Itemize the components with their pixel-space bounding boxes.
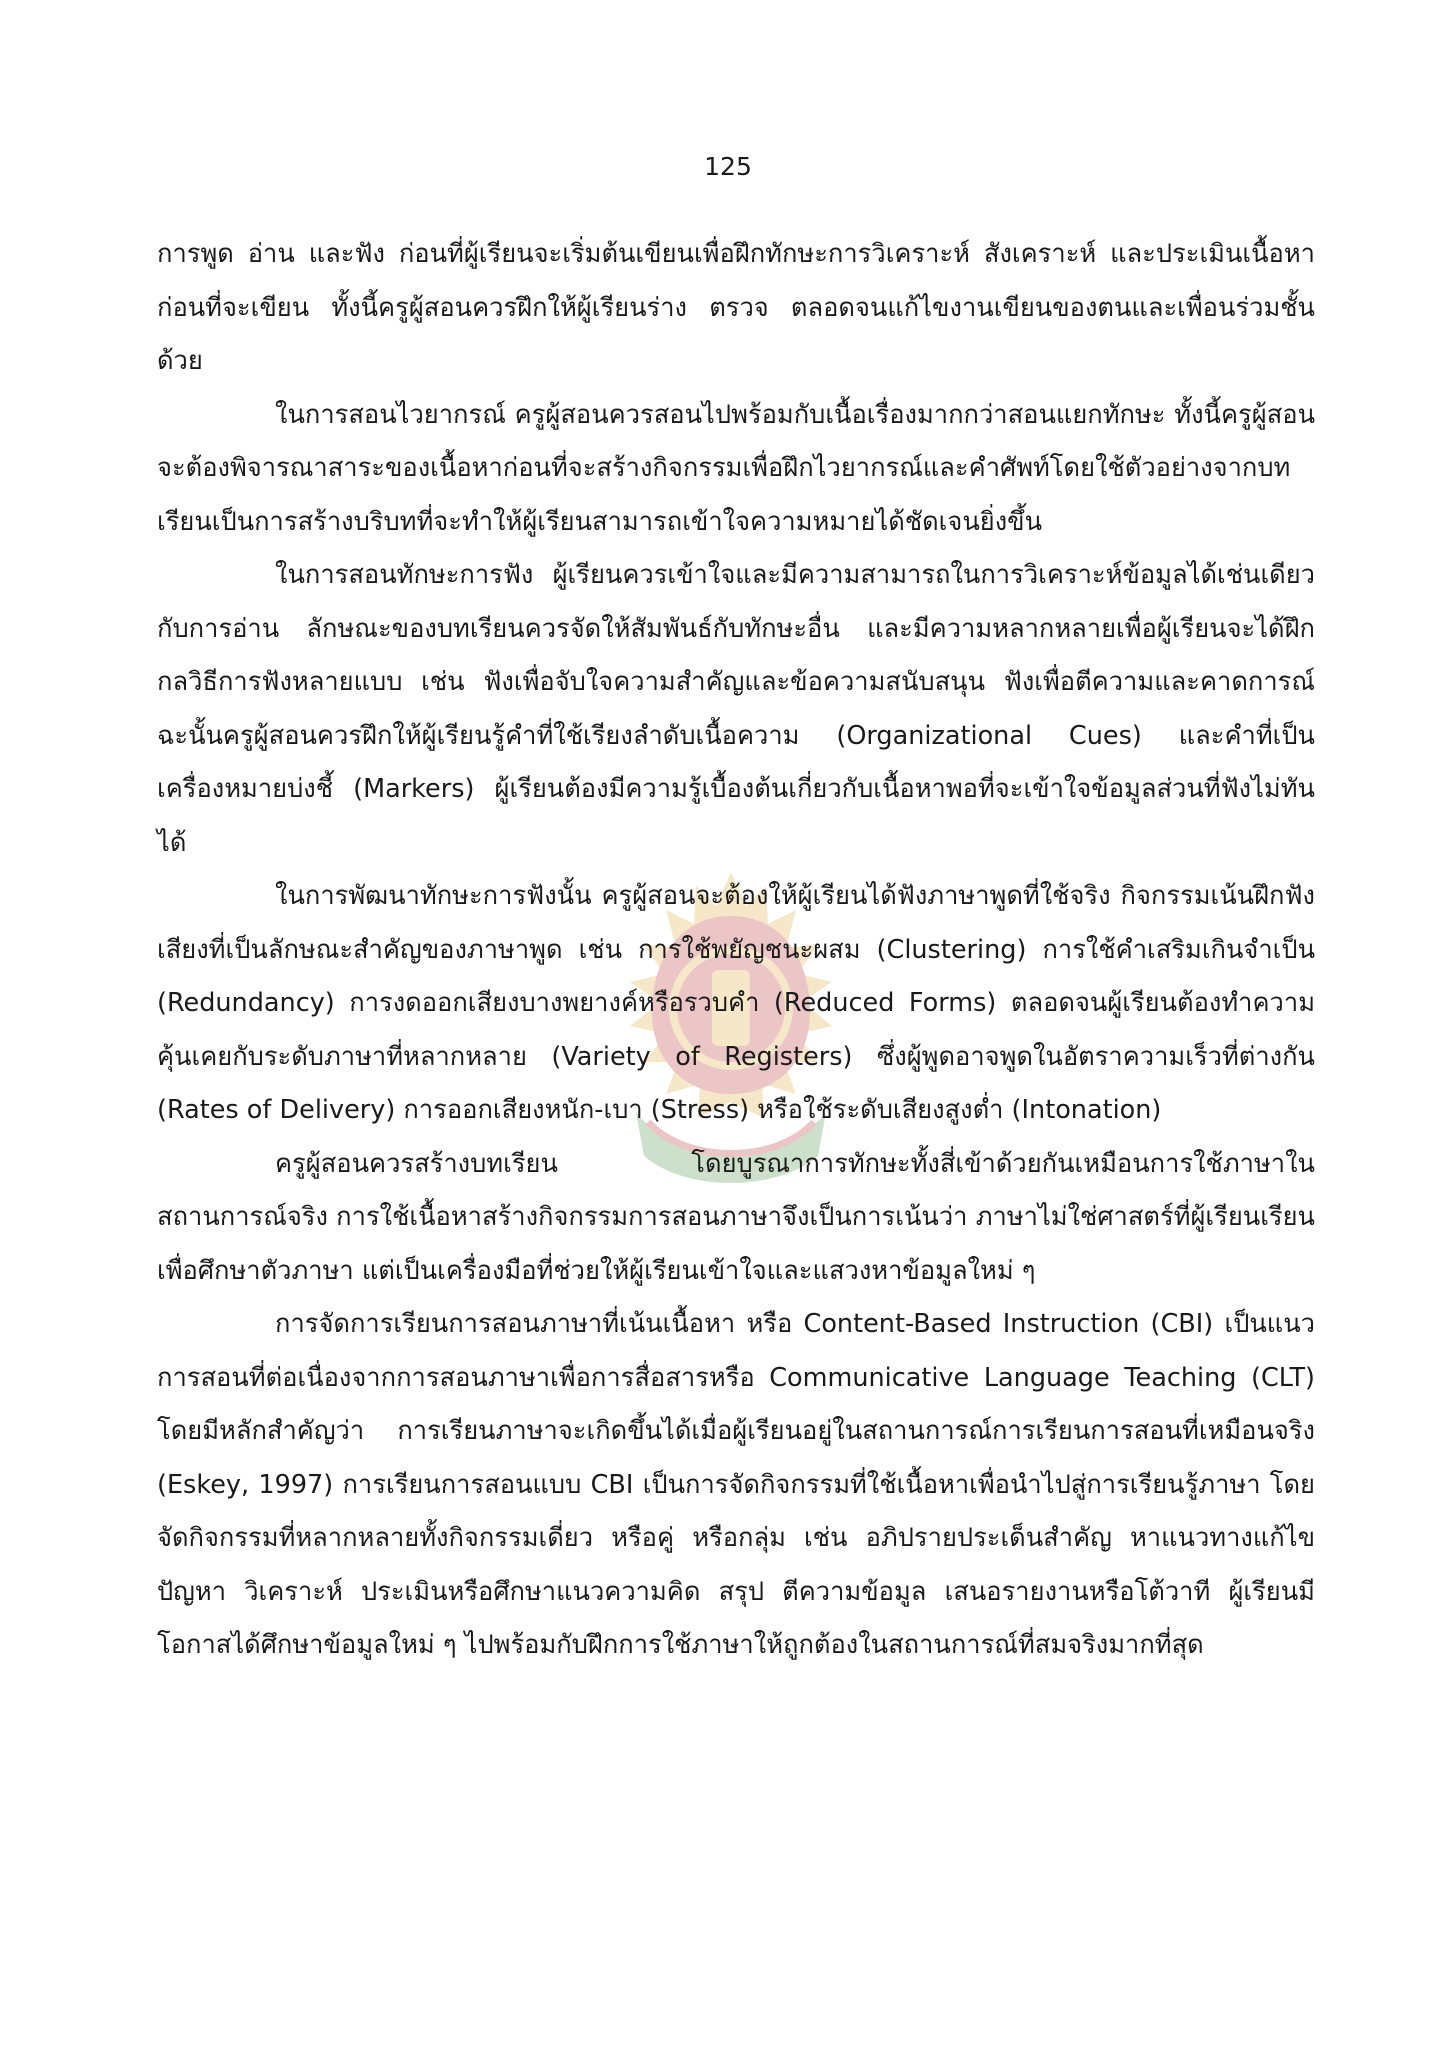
paragraph-listening-skills: ในการสอนทักษะการฟัง ผู้เรียนควรเข้าใจและมีความสามารถในการวิเคราะห์ข้อมูลได้เช่นเดียวกับการอ่าน ลักษณะของบทเรียนควรจัดให้สัมพันธ์กับทักษะอื่น และมีความหลากหลายเพื่อผู้เรียนจะได้ฝึกกลวิธีการฟังหลายแบบ เช่น ฟังเพื่อจับใจความสำคัญและข้อความสนับสนุน ฟังเพื่อตีความและคาดการณ์ ฉะนั้นครูผู้สอนควรฝึกให้ผู้เรียนรู้คำที่ใช้เรียงลำดับเนื้อความ (Organizational Cues) และคำที่เป็นเครื่องหมายบ่งชี้ (Markers) ผู้เรียนต้องมีความรู้เบื้องต้นเกี่ยวกับเนื้อหาพอที่จะเข้าใจข้อมูลส่วนที่ฟังไม่ทันได้ (157, 560, 1315, 858)
paragraph-listening-development: ในการพัฒนาทักษะการฟังนั้น ครูผู้สอนจะต้องให้ผู้เรียนได้ฟังภาษาพูดที่ใช้จริง กิจกรรมเน้นฝึกฟังเสียงที่เป็นลักษณะสำคัญของภาษาพูด เช่น การใช้พยัญชนะผสม (Clustering) การใช้คำเสริมเกินจำเป็น (Redundancy) การงดออกเสียงบางพยางค์หรือรวบคำ (Reduced Forms) ตลอดจนผู้เรียนต้องทำความคุ้นเคยกับระดับภาษาที่หลากหลาย (Variety of Registers) ซึ่งผู้พูดอาจพูดในอัตราความเร็วที่ต่างกัน (Rates of Delivery) การออกเสียงหนัก-เบา (Stress) หรือใช้ระดับเสียงสูงต่ำ (Intonation) (157, 881, 1315, 1125)
paragraph-cbi: การจัดการเรียนการสอนภาษาที่เน้นเนื้อหา หรือ Content-Based Instruction (CBI) เป็นแนวการสอนที่ต่อเนื่องจากการสอนภาษาเพื่อการสื่อสารหรือ Communicative Language Teaching (CLT) โดยมีหลักสำคัญว่า การเรียนภาษาจะเกิดขึ้นได้เมื่อผู้เรียนอยู่ในสถานการณ์การเรียนการสอนที่เหมือนจริง (Eskey, 1997) การเรียนการสอนแบบ CBI เป็นการจัดกิจกรรมที่ใช้เนื้อหาเพื่อนำไปสู่การเรียนรู้ภาษา โดยจัดกิจกรรมที่หลากหลายทั้งกิจกรรมเดี่ยว หรือคู่ หรือกลุ่ม เช่น อภิปรายประเด็นสำคัญ หาแนวทางแก้ไขปัญหา วิเคราะห์ ประเมินหรือศึกษาแนวความคิด สรุป ตีความข้อมูล เสนอรายงานหรือโต้วาที ผู้เรียนมีโอกาสได้ศึกษาข้อมูลใหม่ ๆ ไปพร้อมกับฝึกการใช้ภาษาให้ถูกต้องในสถานการณ์ที่สมจริงมากที่สุด (157, 1309, 1315, 1660)
paragraph-integrated-lessons: ครูผู้สอนควรสร้างบทเรียน โดยบูรณาการทักษะทั้งสี่เข้าด้วยกันเหมือนการใช้ภาษาในสถานการณ์จริง การใช้เนื้อหาสร้างกิจกรรมการสอนภาษาจึงเป็นการเน้นว่า ภาษาไม่ใช่ศาสตร์ที่ผู้เรียนเรียนเพื่อศึกษาตัวภาษา แต่เป็นเครื่องมือที่ช่วยให้ผู้เรียนเข้าใจและแสวงหาข้อมูลใหม่ ๆ (157, 1148, 1315, 1286)
paragraph-continued: การพูด อ่าน และฟัง ก่อนที่ผู้เรียนจะเริ่มต้นเขียนเพื่อฝึกทักษะการวิเคราะห์ สังเคราะห์ และประเมินเนื้อหาก่อนที่จะเขียน ทั้งนี้ครูผู้สอนควรฝึกให้ผู้เรียนร่าง ตรวจ ตลอดจนแก้ไขงานเขียนของตนและเพื่อนร่วมชั้นด้วย (157, 239, 1315, 376)
paragraph-grammar: ในการสอนไวยากรณ์ ครูผู้สอนควรสอนไปพร้อมกับเนื้อเรื่องมากกว่าสอนแยกทักษะ ทั้งนี้ครูผู้สอนจะต้องพิจารณาสาระของเนื้อหาก่อนที่จะสร้างกิจกรรมเพื่อฝึกไวยากรณ์และคำศัพท์โดยใช้ตัวอย่างจากบทเรียนเป็นการสร้างบริบทที่จะทำให้ผู้เรียนสามารถเข้าใจความหมายได้ชัดเจนยิ่งขึ้น (157, 399, 1315, 537)
body-text (157, 228, 1315, 1673)
page-number: 125 (704, 152, 752, 181)
